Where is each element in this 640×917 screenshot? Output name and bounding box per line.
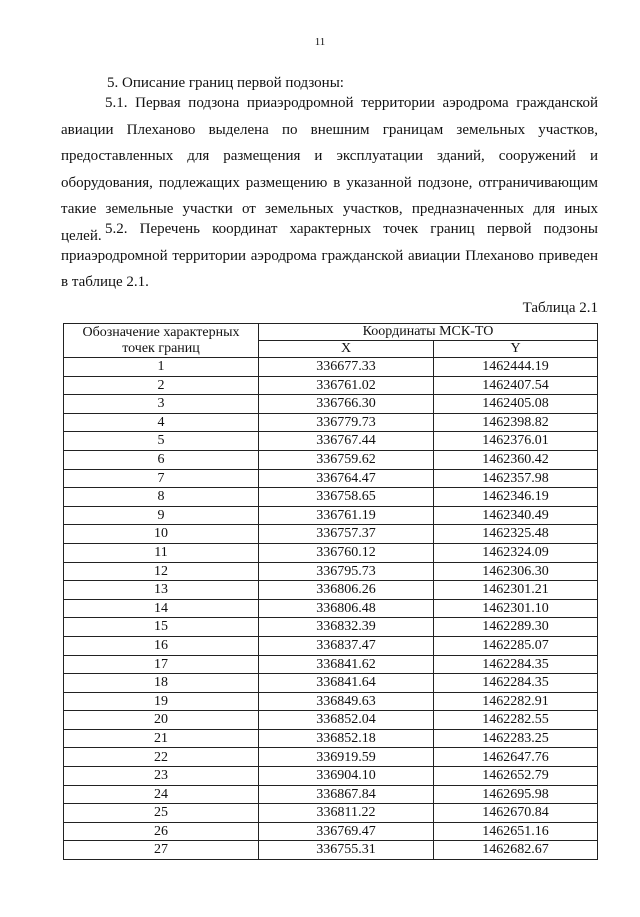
cell-y: 1462652.79 <box>434 767 598 786</box>
cell-x: 336904.10 <box>259 767 434 786</box>
cell-point: 16 <box>64 636 259 655</box>
table-row <box>64 804 598 823</box>
cell-y: 1462346.19 <box>434 488 598 507</box>
cell-point: 25 <box>64 804 259 823</box>
header-x: X <box>259 341 434 358</box>
cell-y: 1462405.08 <box>434 395 598 414</box>
table-row <box>64 674 598 693</box>
header-coordinates: Координаты МСК-ТО <box>259 324 598 341</box>
table-row <box>64 599 598 618</box>
table-row <box>64 618 598 637</box>
table-row <box>64 562 598 581</box>
cell-y: 1462284.35 <box>434 655 598 674</box>
cell-y: 1462360.42 <box>434 450 598 469</box>
cell-point: 19 <box>64 692 259 711</box>
cell-point: 13 <box>64 581 259 600</box>
cell-point: 9 <box>64 506 259 525</box>
cell-point: 2 <box>64 376 259 395</box>
cell-x: 336760.12 <box>259 543 434 562</box>
table-row <box>64 488 598 507</box>
table-row <box>64 841 598 860</box>
cell-x: 336779.73 <box>259 413 434 432</box>
cell-point: 6 <box>64 450 259 469</box>
paragraph-5-2-text: 5.2. Перечень координат характерных точек границ первой подзоны приаэродромной территории аэродрома гражданской авиации Плеханово приведен в таблице 2.1. <box>61 221 598 290</box>
cell-y: 1462670.84 <box>434 804 598 823</box>
cell-point: 7 <box>64 469 259 488</box>
paragraph-5-1-text: 5.1. Первая подзона приаэродромной территории аэродрома гражданской авиации Плеханово выделена по внешним границам земельных участков, предоставленных для размещения и эксплуатации зданий, сооружений и оборудования, подлежащих размещению в указанной подзоне, отграничивающим такие земельные участки от земельных участков, предназначенных для иных целей. <box>61 95 598 244</box>
table-row <box>64 543 598 562</box>
table-row <box>64 767 598 786</box>
table-row <box>64 469 598 488</box>
section-heading: 5. Описание границ первой подзоны: <box>107 75 344 91</box>
cell-y: 1462398.82 <box>434 413 598 432</box>
cell-point: 8 <box>64 488 259 507</box>
cell-point: 14 <box>64 599 259 618</box>
cell-point: 15 <box>64 618 259 637</box>
header-point-designation: Обозначение характерных точек границ <box>64 324 259 358</box>
table-row <box>64 395 598 414</box>
cell-point: 11 <box>64 543 259 562</box>
table-row <box>64 581 598 600</box>
cell-x: 336849.63 <box>259 692 434 711</box>
cell-x: 336755.31 <box>259 841 434 860</box>
cell-x: 336811.22 <box>259 804 434 823</box>
cell-point: 17 <box>64 655 259 674</box>
cell-point: 21 <box>64 729 259 748</box>
cell-x: 336841.62 <box>259 655 434 674</box>
table-row <box>64 711 598 730</box>
cell-point: 22 <box>64 748 259 767</box>
table-row <box>64 376 598 395</box>
cell-point: 5 <box>64 432 259 451</box>
cell-x: 336761.02 <box>259 376 434 395</box>
cell-x: 336795.73 <box>259 562 434 581</box>
cell-x: 336806.48 <box>259 599 434 618</box>
cell-y: 1462695.98 <box>434 785 598 804</box>
page-number: 11 <box>314 36 326 48</box>
cell-y: 1462282.55 <box>434 711 598 730</box>
cell-y: 1462376.01 <box>434 432 598 451</box>
table-row <box>64 636 598 655</box>
cell-x: 336761.19 <box>259 506 434 525</box>
cell-y: 1462340.49 <box>434 506 598 525</box>
header-y: Y <box>434 341 598 358</box>
cell-y: 1462324.09 <box>434 543 598 562</box>
cell-x: 336759.62 <box>259 450 434 469</box>
cell-x: 336852.04 <box>259 711 434 730</box>
cell-y: 1462282.91 <box>434 692 598 711</box>
cell-x: 336832.39 <box>259 618 434 637</box>
table-row <box>64 506 598 525</box>
cell-point: 24 <box>64 785 259 804</box>
cell-y: 1462301.21 <box>434 581 598 600</box>
cell-x: 336837.47 <box>259 636 434 655</box>
cell-point: 18 <box>64 674 259 693</box>
table-row <box>64 525 598 544</box>
cell-point: 27 <box>64 841 259 860</box>
cell-point: 23 <box>64 767 259 786</box>
cell-y: 1462289.30 <box>434 618 598 637</box>
table-row <box>64 729 598 748</box>
cell-y: 1462301.10 <box>434 599 598 618</box>
cell-x: 336867.84 <box>259 785 434 804</box>
cell-point: 4 <box>64 413 259 432</box>
cell-y: 1462306.30 <box>434 562 598 581</box>
cell-y: 1462357.98 <box>434 469 598 488</box>
cell-y: 1462407.54 <box>434 376 598 395</box>
cell-y: 1462651.16 <box>434 822 598 841</box>
table-caption: Таблица 2.1 <box>522 300 598 316</box>
cell-y: 1462285.07 <box>434 636 598 655</box>
cell-y: 1462325.48 <box>434 525 598 544</box>
cell-point: 26 <box>64 822 259 841</box>
paragraph-5-2 <box>61 216 598 296</box>
cell-y: 1462284.35 <box>434 674 598 693</box>
cell-x: 336677.33 <box>259 358 434 377</box>
cell-point: 12 <box>64 562 259 581</box>
table-row <box>64 413 598 432</box>
cell-x: 336758.65 <box>259 488 434 507</box>
cell-x: 336806.26 <box>259 581 434 600</box>
cell-x: 336767.44 <box>259 432 434 451</box>
cell-point: 20 <box>64 711 259 730</box>
cell-y: 1462647.76 <box>434 748 598 767</box>
cell-y: 1462444.19 <box>434 358 598 377</box>
cell-x: 336757.37 <box>259 525 434 544</box>
cell-point: 1 <box>64 358 259 377</box>
table-row <box>64 655 598 674</box>
table-row <box>64 692 598 711</box>
cell-point: 10 <box>64 525 259 544</box>
coordinates-table <box>63 323 598 860</box>
table-row <box>64 822 598 841</box>
table-row <box>64 358 598 377</box>
cell-x: 336766.30 <box>259 395 434 414</box>
table-row <box>64 785 598 804</box>
cell-x: 336919.59 <box>259 748 434 767</box>
cell-x: 336841.64 <box>259 674 434 693</box>
cell-point: 3 <box>64 395 259 414</box>
table-row <box>64 432 598 451</box>
cell-y: 1462283.25 <box>434 729 598 748</box>
table-row <box>64 748 598 767</box>
table-row <box>64 450 598 469</box>
cell-y: 1462682.67 <box>434 841 598 860</box>
cell-x: 336764.47 <box>259 469 434 488</box>
table-body <box>64 358 598 860</box>
cell-x: 336769.47 <box>259 822 434 841</box>
cell-x: 336852.18 <box>259 729 434 748</box>
